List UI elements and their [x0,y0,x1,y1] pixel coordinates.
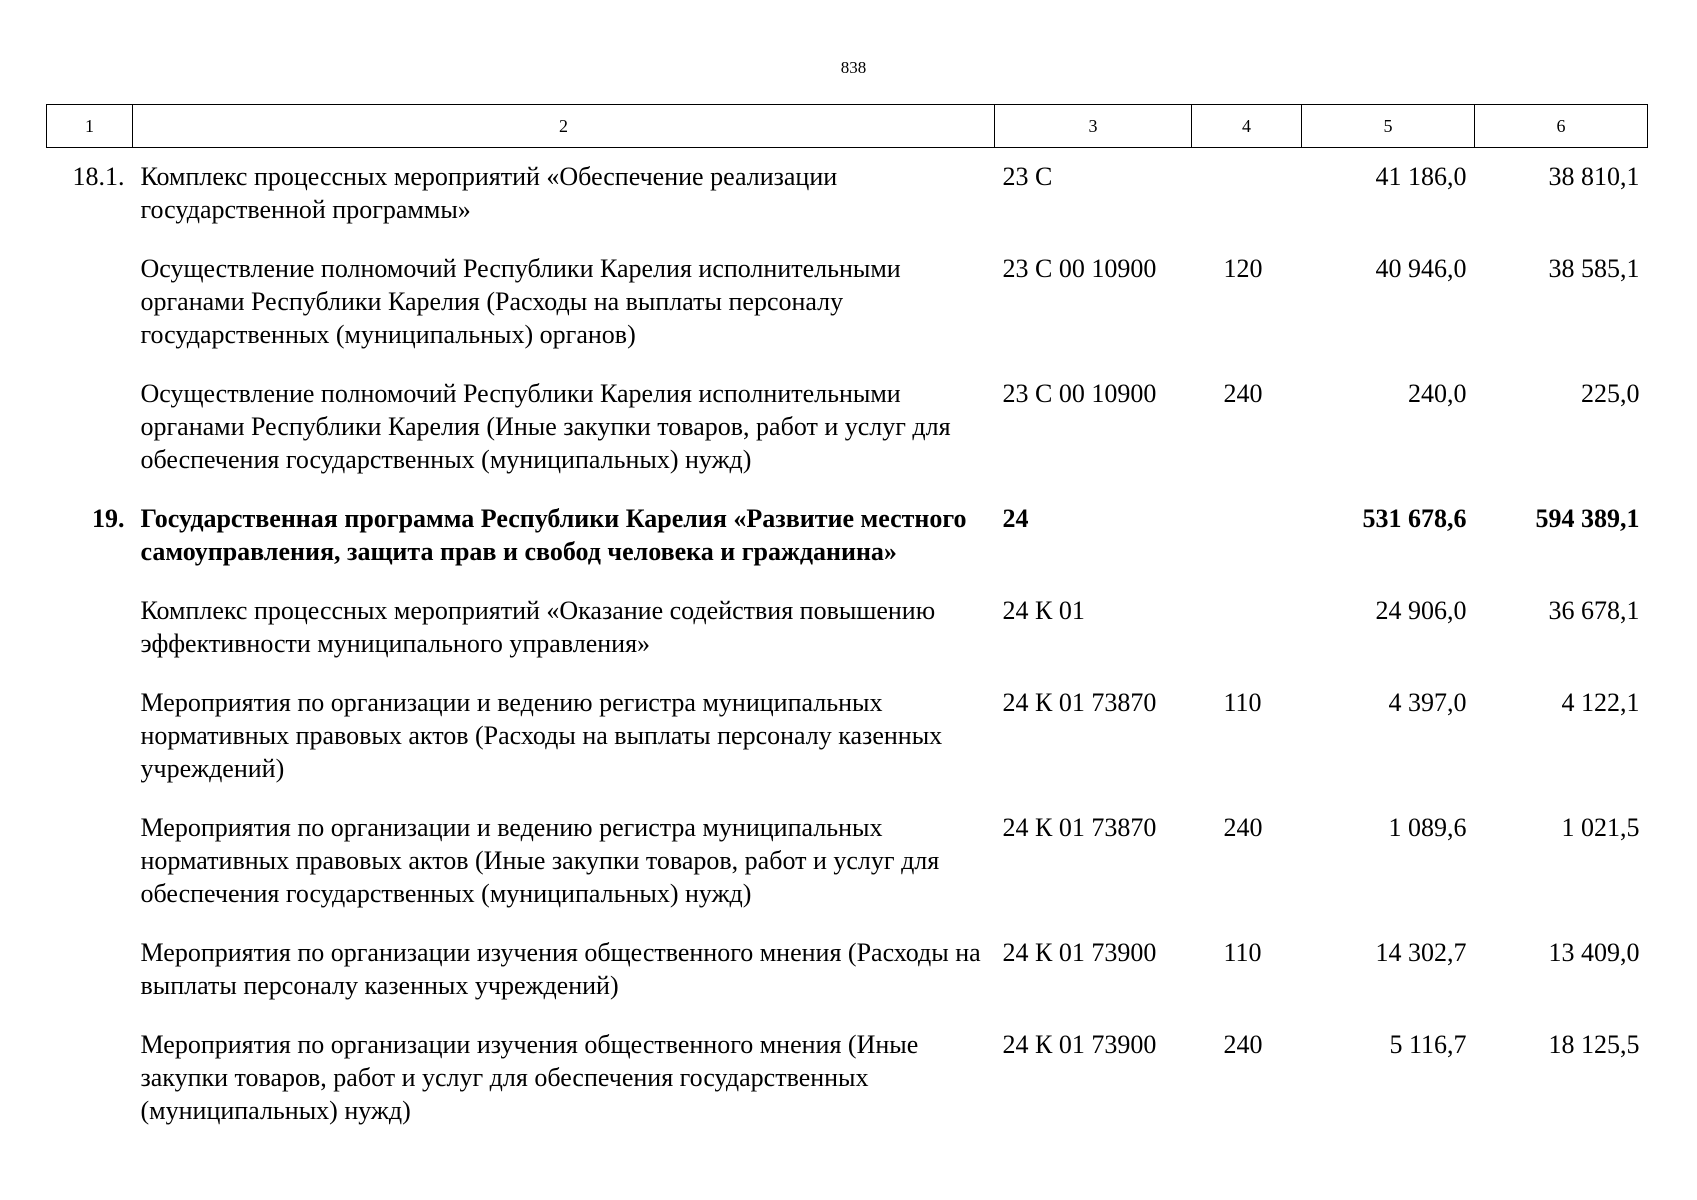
row-value-col5: 531 678,6 [1362,504,1467,533]
row-name: Мероприятия по организации и ведению регистра муниципальных нормативных правовых актов (Иные закупки товаров, работ и услуг для обеспечения государственных (муниципальных) нужд) [140,813,940,908]
row-value-col6: 38 810,1 [1548,162,1640,191]
row-index: 18.1. [72,162,125,191]
header-col-5: 5 [1302,105,1475,148]
header-col-2: 2 [133,105,995,148]
table-header [47,105,1648,148]
row-value-col6: 13 409,0 [1548,938,1640,967]
table-row [47,148,1648,242]
row-name: Мероприятия по организации изучения общественного мнения (Расходы на выплаты персоналу казенных учреждений) [140,938,981,1000]
row-code: 24 К 01 [1002,596,1085,625]
row-value-col6: 4 122,1 [1561,688,1640,717]
header-col-6: 6 [1475,105,1648,148]
row-code: 24 К 01 73900 [1002,938,1157,967]
row-code: 24 К 01 73900 [1002,1030,1157,1059]
page-number [0,58,1697,78]
row-name: Мероприятия по организации изучения общественного мнения (Иные закупки товаров, работ и услуг для обеспечения государственных (муниципальных) нужд) [140,1030,919,1125]
row-code: 24 К 01 73870 [1002,813,1157,842]
row-name: Комплекс процессных мероприятий «Обеспечение реализации государственной программы» [140,162,838,224]
header-col-3: 3 [995,105,1192,148]
row-expense-type: 240 [1223,379,1263,408]
table-row [47,366,1648,491]
table-row [47,241,1648,366]
row-index [47,583,133,675]
row-index [47,241,133,366]
row-expense-type: 240 [1223,813,1263,842]
header-col-1: 1 [47,105,133,148]
header-row [47,105,1648,148]
row-value-col5: 1 089,6 [1388,813,1467,842]
row-expense-type [1192,583,1302,675]
row-value-col5: 240,0 [1408,379,1467,408]
row-name: Комплекс процессных мероприятий «Оказание содействия повышению эффективности муниципального управления» [140,596,936,658]
row-code: 23 С 00 10900 [1002,379,1157,408]
row-value-col6: 594 389,1 [1535,504,1640,533]
row-value-col6: 225,0 [1581,379,1640,408]
table-body [47,148,1648,1143]
row-value-col5: 4 397,0 [1388,688,1467,717]
row-value-col5: 40 946,0 [1375,254,1467,283]
row-value-col6: 36 678,1 [1548,596,1640,625]
row-value-col6: 38 585,1 [1548,254,1640,283]
row-expense-type [1192,491,1302,583]
row-index [47,800,133,925]
row-value-col6: 1 021,5 [1561,813,1640,842]
row-value-col5: 41 186,0 [1375,162,1467,191]
row-expense-type: 120 [1223,254,1263,283]
row-code: 23 С [1002,162,1053,191]
row-expense-type [1192,148,1302,242]
row-expense-type: 240 [1223,1030,1263,1059]
row-index: 19. [92,504,125,533]
table-row [47,583,1648,675]
row-value-col6: 18 125,5 [1548,1030,1640,1059]
table-row [47,675,1648,800]
row-code: 24 К 01 73870 [1002,688,1157,717]
row-expense-type: 110 [1223,938,1262,967]
header-col-4: 4 [1192,105,1302,148]
row-index [47,366,133,491]
budget-table [46,104,1648,1142]
row-value-col5: 24 906,0 [1375,596,1467,625]
row-code: 24 [1002,504,1029,533]
row-index [47,1017,133,1142]
row-index [47,925,133,1017]
row-code: 23 С 00 10900 [1002,254,1157,283]
row-value-col5: 14 302,7 [1375,938,1467,967]
row-name: Осуществление полномочий Республики Карелия исполнительными органами Республики Карелия (Расходы на выплаты персоналу государственных (муниципальных) органов) [140,254,901,349]
row-value-col5: 5 116,7 [1389,1030,1467,1059]
row-name: Государственная программа Республики Карелия «Развитие местного самоуправления, защита прав и свобод человека и гражданина» [140,504,967,566]
table-row [47,800,1648,925]
row-name: Мероприятия по организации и ведению регистра муниципальных нормативных правовых актов (Расходы на выплаты персоналу казенных учреждений) [140,688,943,783]
row-index [47,675,133,800]
row-name: Осуществление полномочий Республики Карелия исполнительными органами Республики Карелия (Иные закупки товаров, работ и услуг для обеспечения государственных (муниципальных) нужд) [140,379,951,474]
table-row [47,1017,1648,1142]
row-expense-type: 110 [1223,688,1262,717]
table-row [47,491,1648,583]
page-number-text: 838 [840,58,867,77]
table-row [47,925,1648,1017]
